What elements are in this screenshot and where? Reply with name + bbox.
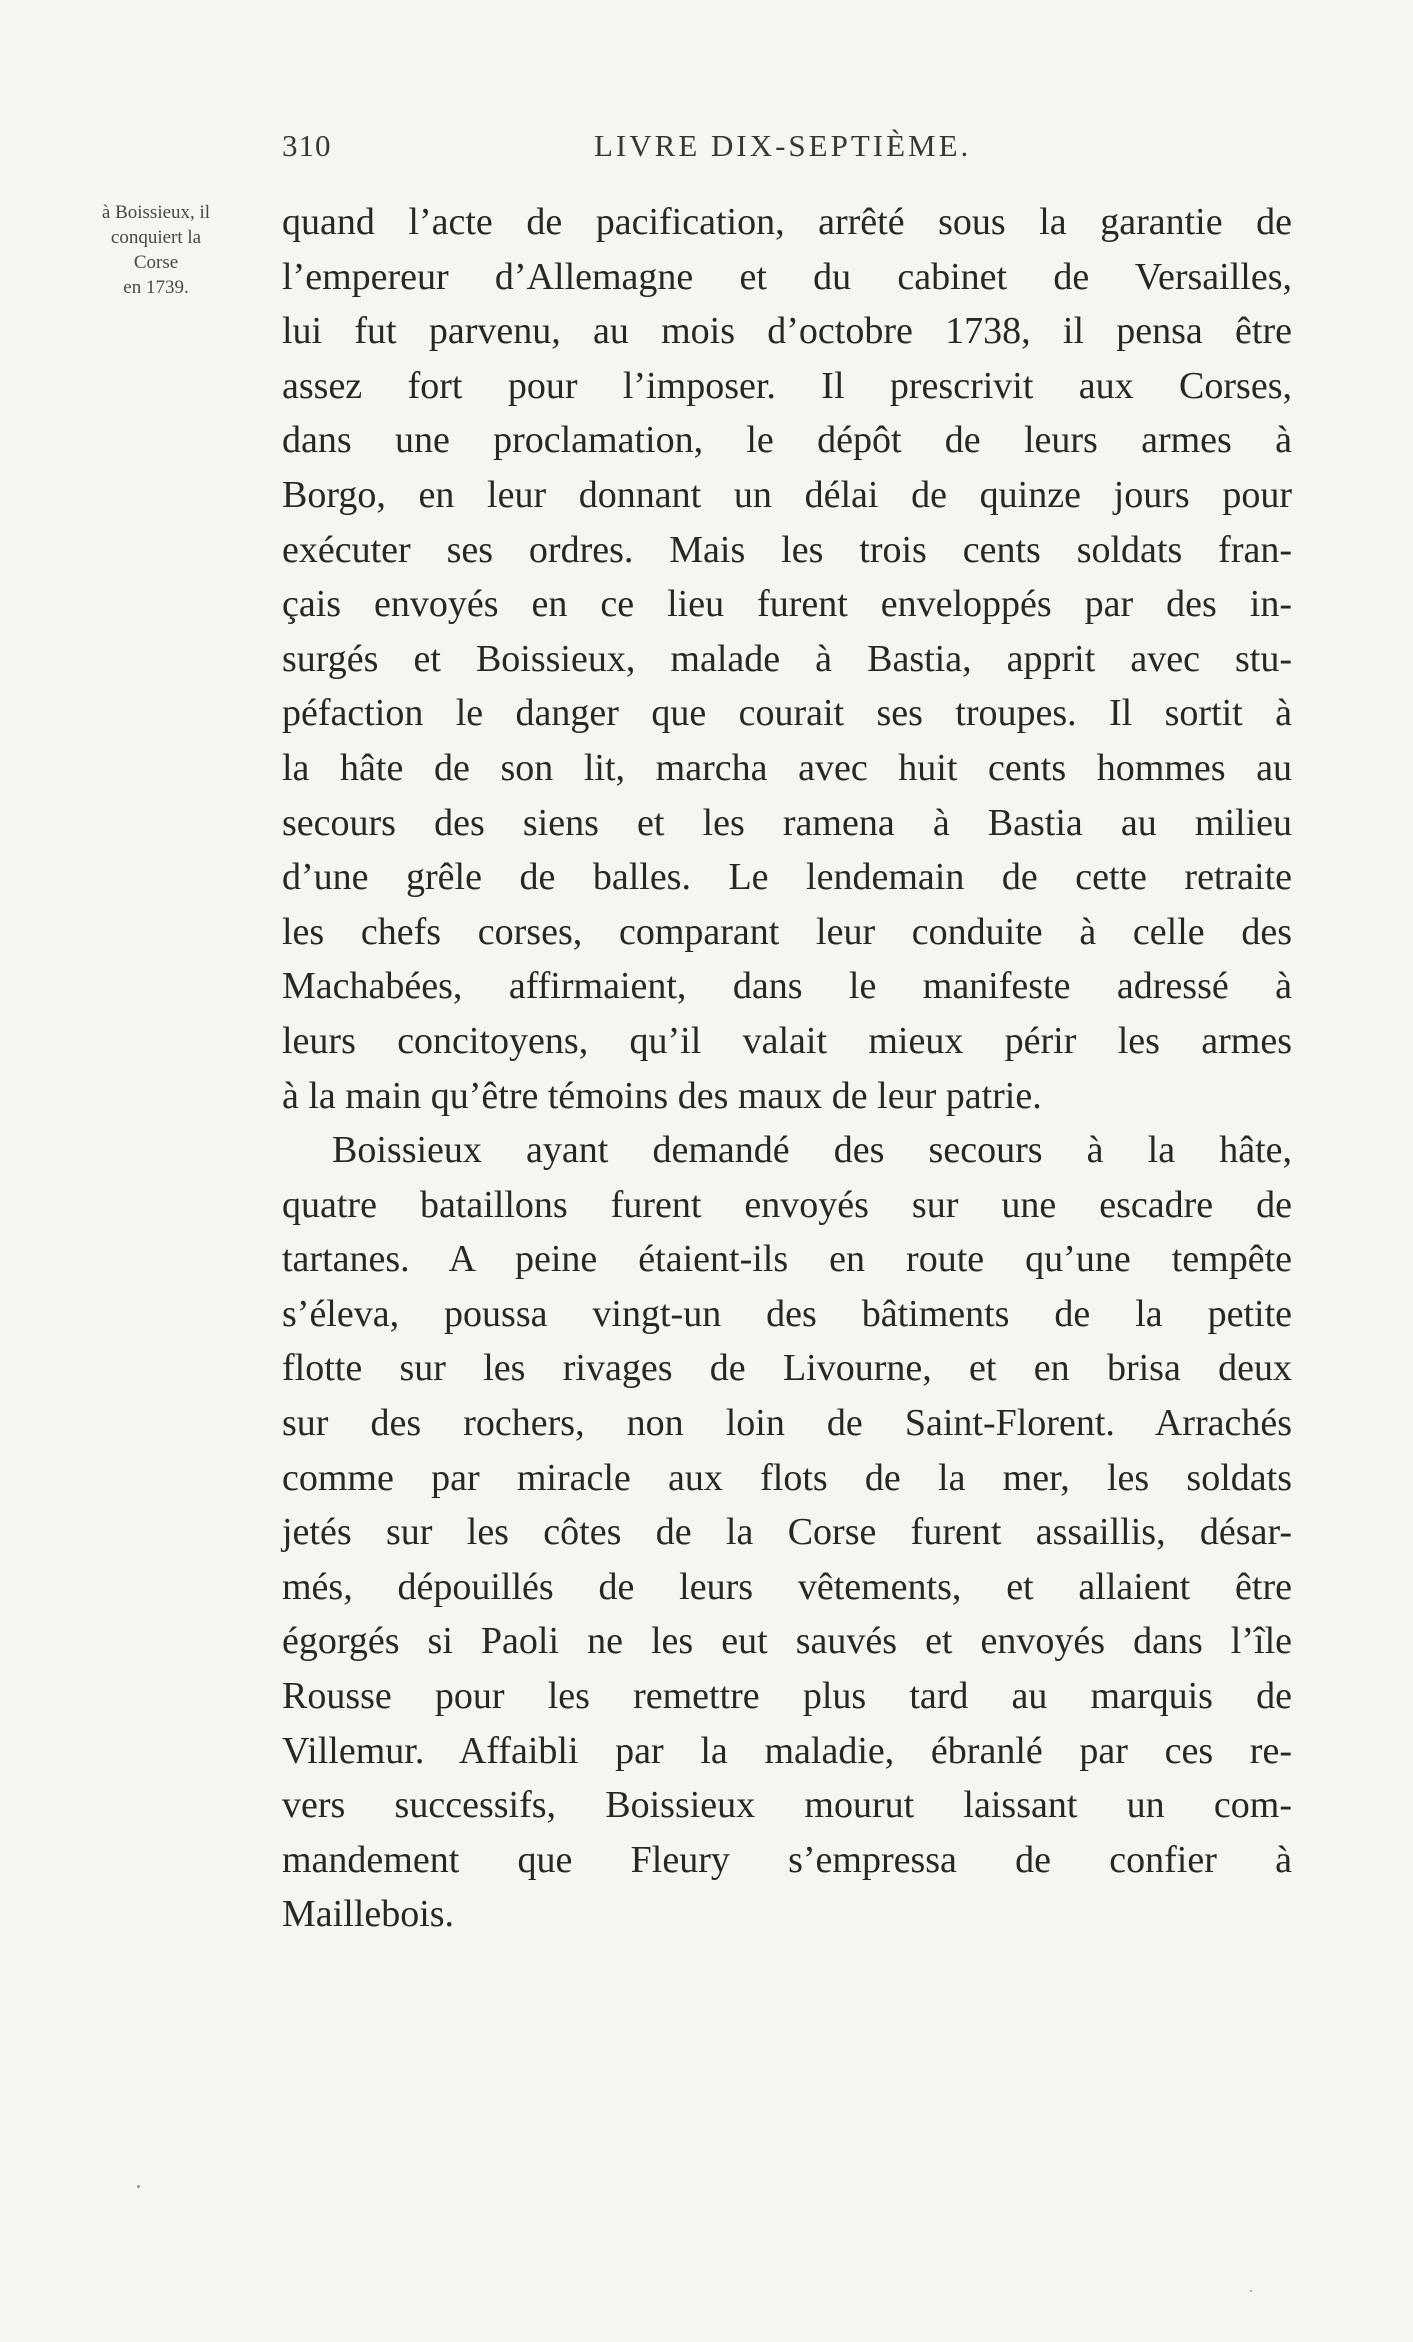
text-line: assez fort pour l’imposer. Il prescrivit aux Corses,	[282, 364, 1292, 407]
text-line: Rousse pour les remettre plus tard au marquis de	[282, 1675, 1292, 1718]
text-line: sur des rochers, non loin de Saint-Florent. Arrachés	[282, 1402, 1292, 1445]
text-line: leurs concitoyens, qu’il valait mieux périr les armes	[282, 1019, 1292, 1062]
text-line: Boissieux ayant demandé des secours à la hâte,	[332, 1129, 1292, 1172]
text-line: Maillebois.	[282, 1893, 455, 1936]
marginal-note	[40, 200, 272, 300]
text-line: Villemur. Affaibli par la maladie, ébranlé par ces re-	[282, 1729, 1292, 1772]
page-number: 310	[282, 128, 332, 163]
text-line: flotte sur les rivages de Livourne, et en brisa deux	[282, 1347, 1292, 1390]
running-head	[282, 128, 1282, 168]
text-line: quand l’acte de pacification, arrêté sous la garantie de	[282, 201, 1292, 243]
text-line: d’une grêle de balles. Le lendemain de cette retraite	[282, 856, 1292, 899]
paper-speck	[1250, 2290, 1252, 2292]
text-line: lui fut parvenu, au mois d’octobre 1738, il pensa être	[282, 310, 1292, 353]
text-line: secours des siens et les ramena à Bastia au milieu	[282, 801, 1292, 844]
text-line: tartanes. A peine étaient-ils en route qu’une tempête	[282, 1238, 1292, 1281]
text-line: Machabées, affirmaient, dans le manifeste adressé à	[282, 965, 1292, 1008]
text-line: péfaction le danger que courait ses troupes. Il sortit à	[282, 692, 1292, 735]
text-line: s’éleva, poussa vingt-un des bâtiments de la petite	[282, 1292, 1292, 1335]
paper-speck	[137, 2185, 140, 2188]
marginal-note-line: Corse	[133, 252, 179, 273]
text-line: vers successifs, Boissieux mourut laissant un com-	[282, 1784, 1292, 1827]
text-line: à la main qu’être témoins des maux de leur patrie.	[282, 1074, 1042, 1117]
text-line: çais envoyés en ce lieu furent enveloppés par des in-	[282, 583, 1292, 626]
text-line: la hâte de son lit, marcha avec huit cents hommes au	[282, 746, 1292, 789]
text-line: jetés sur les côtes de la Corse furent assaillis, désar-	[282, 1511, 1292, 1554]
marginal-note-line: en 1739.	[123, 277, 189, 298]
paragraph-2	[282, 1123, 1292, 1942]
text-line: surgés et Boissieux, malade à Bastia, apprit avec stu-	[282, 637, 1292, 680]
marginal-note-line: à Boissieux, il	[101, 202, 211, 223]
text-line: l’empereur d’Allemagne et du cabinet de Versailles,	[282, 255, 1292, 298]
text-line: més, dépouillés de leurs vêtements, et allaient être	[282, 1565, 1292, 1608]
text-line: Borgo, en leur donnant un délai de quinze jours pour	[282, 473, 1292, 516]
body-text	[282, 195, 1292, 1942]
text-line: exécuter ses ordres. Mais les trois cents soldats fran-	[282, 528, 1292, 571]
text-line: égorgés si Paoli ne les eut sauvés et envoyés dans l’île	[282, 1620, 1292, 1663]
text-line: les chefs corses, comparant leur conduite à celle des	[282, 910, 1292, 953]
paragraph-1	[282, 195, 1292, 1123]
marginal-note-line: conquiert la	[110, 227, 202, 248]
text-line: quatre bataillons furent envoyés sur une escadre de	[282, 1183, 1292, 1226]
text-line: mandement que Fleury s’empressa de confier à	[282, 1838, 1292, 1881]
text-line: comme par miracle aux flots de la mer, les soldats	[282, 1456, 1292, 1499]
text-line: dans une proclamation, le dépôt de leurs armes à	[282, 419, 1292, 462]
running-title: LIVRE DIX-SEPTIÈME.	[594, 128, 972, 163]
